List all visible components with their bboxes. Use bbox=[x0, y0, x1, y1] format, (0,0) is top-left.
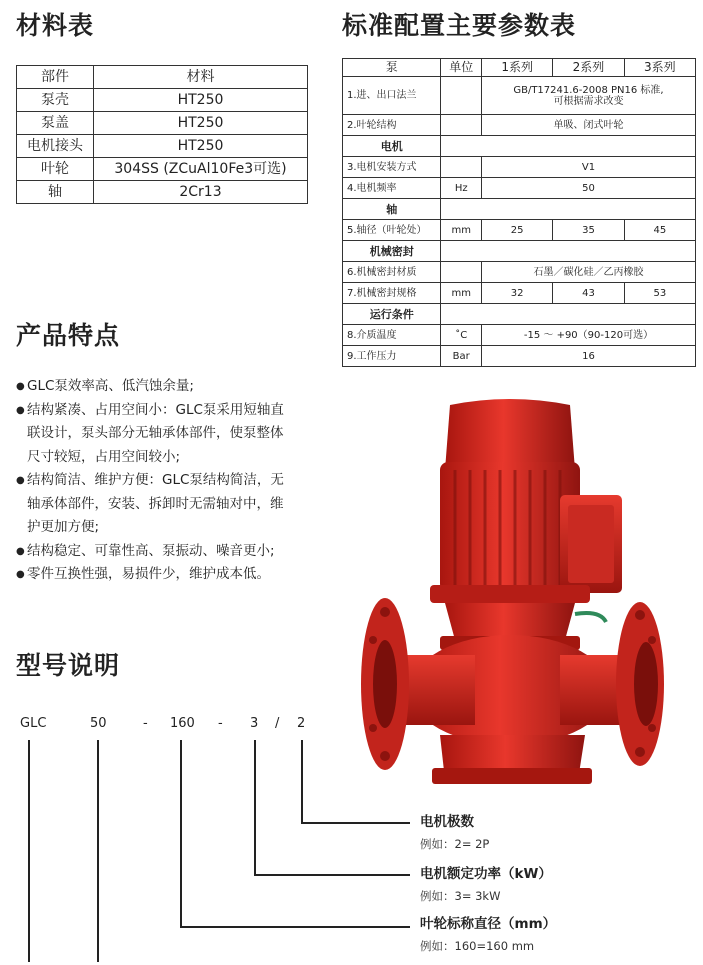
row-label: 1.进、出口法兰 bbox=[343, 77, 441, 115]
bullet-icon: ● bbox=[16, 404, 25, 416]
part-cell: 泵壳 bbox=[17, 89, 94, 112]
annotation-diameter-example: 例如：160=160 mm bbox=[420, 939, 535, 953]
row-value: 50 bbox=[481, 178, 695, 199]
row-value: -15 ～ +90（90-120可选） bbox=[481, 325, 695, 346]
part-cell: 泵盖 bbox=[17, 112, 94, 135]
header-cell: 2系列 bbox=[553, 59, 624, 77]
row-unit: Bar bbox=[441, 346, 482, 367]
section-label: 机械密封 bbox=[343, 241, 441, 262]
series3-value: 53 bbox=[624, 283, 695, 304]
material-cell: HT250 bbox=[94, 135, 308, 158]
row-value: 16 bbox=[481, 346, 695, 367]
row-label: 7.机械密封规格 bbox=[343, 283, 441, 304]
feature-text: 结构稳定、可靠性高、泵振动、噪音更小; bbox=[27, 542, 275, 559]
row-label: 2.叶轮结构 bbox=[343, 115, 441, 136]
code-separator: - bbox=[143, 716, 148, 731]
code-poles: 2 bbox=[297, 716, 306, 731]
part-cell: 电机接头 bbox=[17, 135, 94, 158]
material-cell: HT250 bbox=[94, 112, 308, 135]
part-cell: 轴 bbox=[17, 181, 94, 204]
row-label: 3.电机安装方式 bbox=[343, 157, 441, 178]
bullet-icon: ● bbox=[16, 569, 25, 580]
code-separator: / bbox=[275, 716, 280, 731]
model-title: 型号说明 bbox=[16, 651, 121, 680]
row-unit: ˚C bbox=[441, 325, 482, 346]
code-separator: - bbox=[218, 716, 223, 731]
header-cell: 单位 bbox=[441, 59, 482, 77]
material-cell: 2Cr13 bbox=[94, 181, 308, 204]
header-cell: 3系列 bbox=[624, 59, 695, 77]
part-cell: 叶轮 bbox=[17, 158, 94, 181]
code-diameter-outlet: 50 bbox=[90, 716, 107, 731]
value-line: GB/T17241.6-2008 PN16 标准, bbox=[513, 84, 664, 96]
annotation-poles-example: 例如：2= 2P bbox=[420, 837, 490, 851]
row-label: 4.电机频率 bbox=[343, 178, 441, 199]
header-cell: 材料 bbox=[94, 66, 308, 89]
annotation-power-example: 例如：3= 3kW bbox=[420, 889, 501, 903]
feature-text: 轴承体部件，安装、拆卸时无需轴对中，维 bbox=[27, 495, 284, 512]
row-unit: mm bbox=[441, 283, 482, 304]
series3-value: 45 bbox=[624, 220, 695, 241]
series1-value: 25 bbox=[481, 220, 552, 241]
spec-title: 标准配置主要参数表 bbox=[342, 11, 577, 40]
header-cell: 部件 bbox=[17, 66, 94, 89]
row-unit: Hz bbox=[441, 178, 482, 199]
code-power: 3 bbox=[250, 716, 259, 731]
feature-text: 结构简洁、维护方便：GLC泵结构简洁，无 bbox=[27, 472, 284, 488]
section-label: 电机 bbox=[343, 136, 441, 157]
row-value: 单吸、闭式叶轮 bbox=[481, 115, 695, 136]
materials-title: 材料表 bbox=[16, 11, 95, 40]
code-series: GLC bbox=[20, 716, 47, 731]
material-cell: HT250 bbox=[94, 89, 308, 112]
material-cell: 304SS (ZCuAl10Fe3可选) bbox=[94, 158, 308, 181]
annotation-poles-title: 电机极数 bbox=[420, 814, 474, 830]
row-label: 9.工作压力 bbox=[343, 346, 441, 367]
features-title: 产品特点 bbox=[16, 321, 121, 350]
feature-text: 护更加方便; bbox=[27, 519, 100, 535]
feature-text: 联设计，泵头部分无轴承体部件，使泵整体 bbox=[27, 425, 284, 441]
header-cell: 泵 bbox=[343, 59, 441, 77]
bullet-icon: ● bbox=[16, 475, 25, 486]
feature-text: 零件互换性强，易损件少，维护成本低。 bbox=[27, 566, 270, 582]
feature-text: GLC泵效率高、低汽蚀余量; bbox=[27, 378, 194, 394]
section-label: 运行条件 bbox=[343, 304, 441, 325]
series2-value: 35 bbox=[553, 220, 624, 241]
row-value: V1 bbox=[481, 157, 695, 178]
row-label: 5.轴径（叶轮处） bbox=[343, 220, 441, 241]
row-unit: mm bbox=[441, 220, 482, 241]
bullet-icon: ● bbox=[16, 381, 25, 392]
series2-value: 43 bbox=[553, 283, 624, 304]
header-cell: 1系列 bbox=[481, 59, 552, 77]
code-impeller-diameter: 160 bbox=[170, 716, 195, 731]
series1-value: 32 bbox=[481, 283, 552, 304]
row-label: 6.机械密封材质 bbox=[343, 262, 441, 283]
section-label: 轴 bbox=[343, 199, 441, 220]
row-label: 8.介质温度 bbox=[343, 325, 441, 346]
annotation-power-title: 电机额定功率（kW） bbox=[420, 866, 552, 882]
annotation-diameter-title: 叶轮标称直径（mm） bbox=[420, 916, 557, 932]
value-line: 可根据需求改变 bbox=[553, 95, 624, 107]
row-value: 石墨／碳化硅／乙丙橡胶 bbox=[481, 262, 695, 283]
feature-text: 尺寸较短，占用空间较小; bbox=[27, 448, 181, 465]
feature-text: 结构紧凑、占用空间小：GLC泵采用短轴直 bbox=[27, 401, 284, 418]
bullet-icon: ● bbox=[16, 545, 25, 557]
